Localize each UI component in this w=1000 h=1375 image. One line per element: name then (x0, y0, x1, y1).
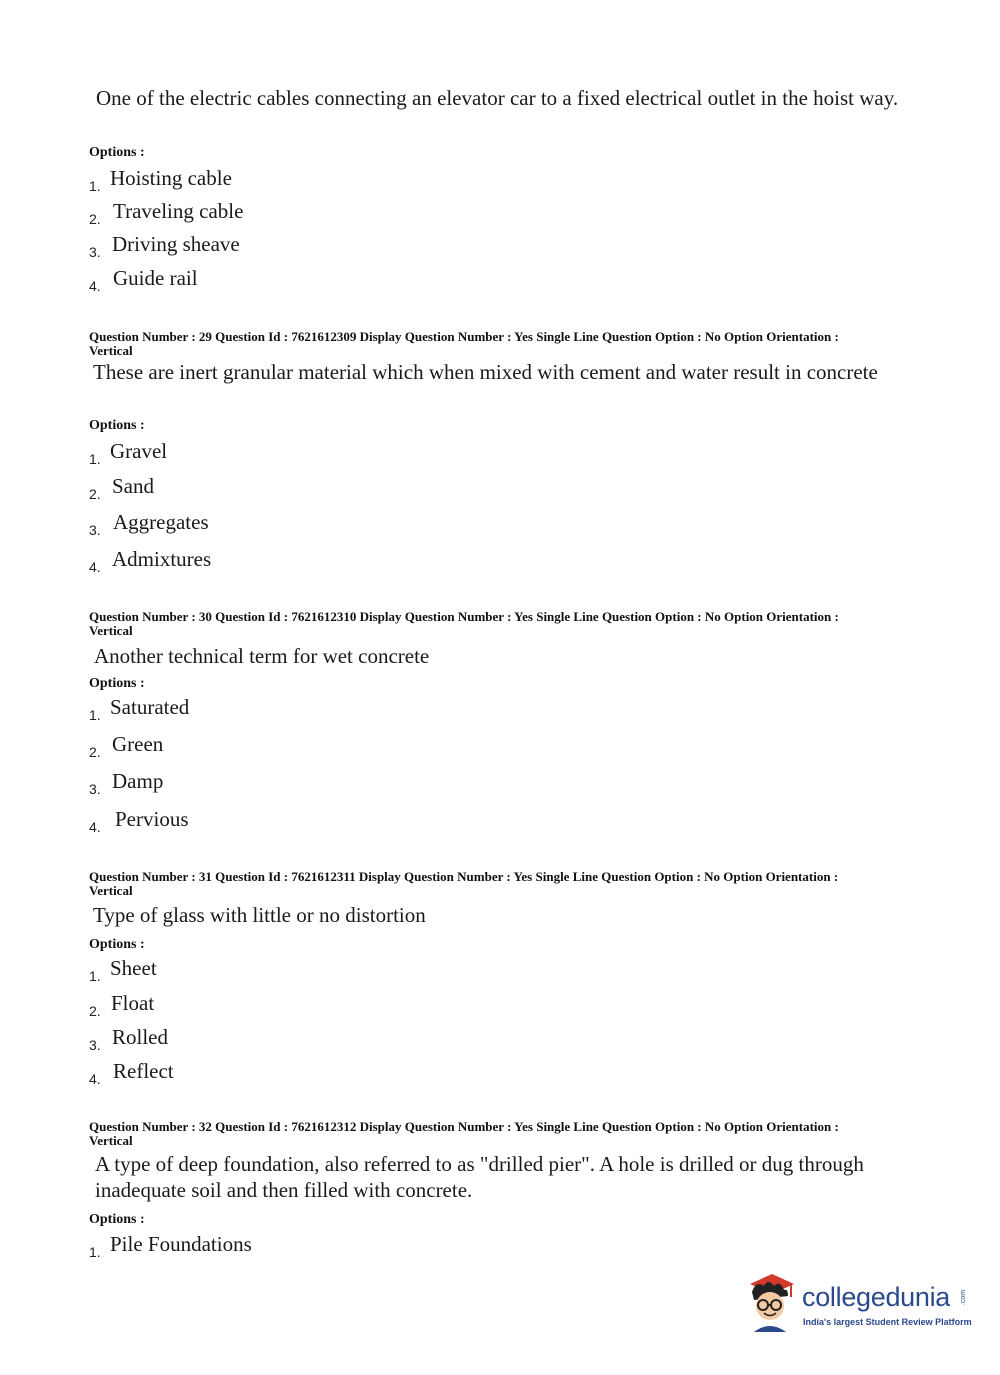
option-number: 3. (89, 522, 101, 538)
option-text: Hoisting cable (110, 166, 232, 190)
option-number: 2. (89, 211, 101, 227)
option-number: 2. (89, 744, 101, 760)
logo-dot-com: .com (960, 1289, 968, 1306)
option-text: Traveling cable (113, 199, 244, 223)
options-label: Options : (89, 418, 145, 433)
option-number: 4. (89, 278, 101, 294)
option-number: 1. (89, 178, 101, 194)
question-32-meta: Question Number : 32 Question Id : 7621612312 Display Question Number : Yes Single Line Question Option : No Option Orientation : Vertical (89, 1119, 839, 1148)
options-label: Options : (89, 676, 145, 691)
option-number: 2. (89, 1003, 101, 1019)
option-text: Pile Foundations (110, 1232, 252, 1256)
option-number: 1. (89, 451, 101, 467)
option-number: 1. (89, 1244, 101, 1260)
option-text: Pervious (115, 807, 189, 831)
option-text: Float (111, 991, 155, 1015)
option-number: 4. (89, 559, 101, 575)
question-30-text: Another technical term for wet concrete (94, 644, 430, 668)
option-text: Rolled (112, 1025, 168, 1049)
option-text: Green (112, 732, 164, 756)
question-31-text: Type of glass with little or no distortion (93, 903, 426, 927)
options-label: Options : (89, 1212, 145, 1227)
options-label: Options : (89, 145, 145, 160)
option-number: 2. (89, 486, 101, 502)
question-29-meta: Question Number : 29 Question Id : 7621612309 Display Question Number : Yes Single Line Question Option : No Option Orientation : Vertical (89, 329, 839, 358)
option-text: Aggregates (113, 510, 209, 534)
option-text: Reflect (113, 1059, 174, 1083)
option-text: Sheet (110, 956, 157, 980)
option-number: 1. (89, 707, 101, 723)
question-31-meta: Question Number : 31 Question Id : 7621612311 Display Question Number : Yes Single Line Question Option : No Option Orientation : Vertical (89, 869, 839, 898)
option-number: 4. (89, 1071, 101, 1087)
option-text: Guide rail (113, 266, 198, 290)
logo-wordmark: collegedunia (802, 1282, 951, 1312)
question-28-text: One of the electric cables connecting an elevator car to a fixed electrical outlet in the hoist way. (96, 86, 899, 110)
collegedunia-logo (742, 1270, 972, 1340)
option-text: Admixtures (112, 547, 212, 571)
option-number: 4. (89, 819, 101, 835)
option-text: Saturated (110, 695, 190, 719)
option-text: Sand (112, 474, 154, 498)
option-number: 3. (89, 1037, 101, 1053)
option-text: Driving sheave (112, 232, 240, 256)
question-30-meta: Question Number : 30 Question Id : 7621612310 Display Question Number : Yes Single Line Question Option : No Option Orientation : Vertical (89, 609, 839, 638)
question-32-text: A type of deep foundation, also referred to as "drilled pier". A hole is drilled or dug through inadequate soil and then filled with concrete. (95, 1152, 864, 1202)
option-number: 3. (89, 781, 101, 797)
option-text: Damp (112, 769, 164, 793)
option-number: 1. (89, 968, 101, 984)
option-text: Gravel (110, 439, 168, 463)
logo-tagline: India's largest Student Review Platform (803, 1317, 972, 1327)
question-29-text: These are inert granular material which when mixed with cement and water result in concrete (93, 360, 878, 384)
option-number: 3. (89, 244, 101, 260)
mascot-icon (742, 1270, 802, 1340)
options-label: Options : (89, 937, 145, 952)
